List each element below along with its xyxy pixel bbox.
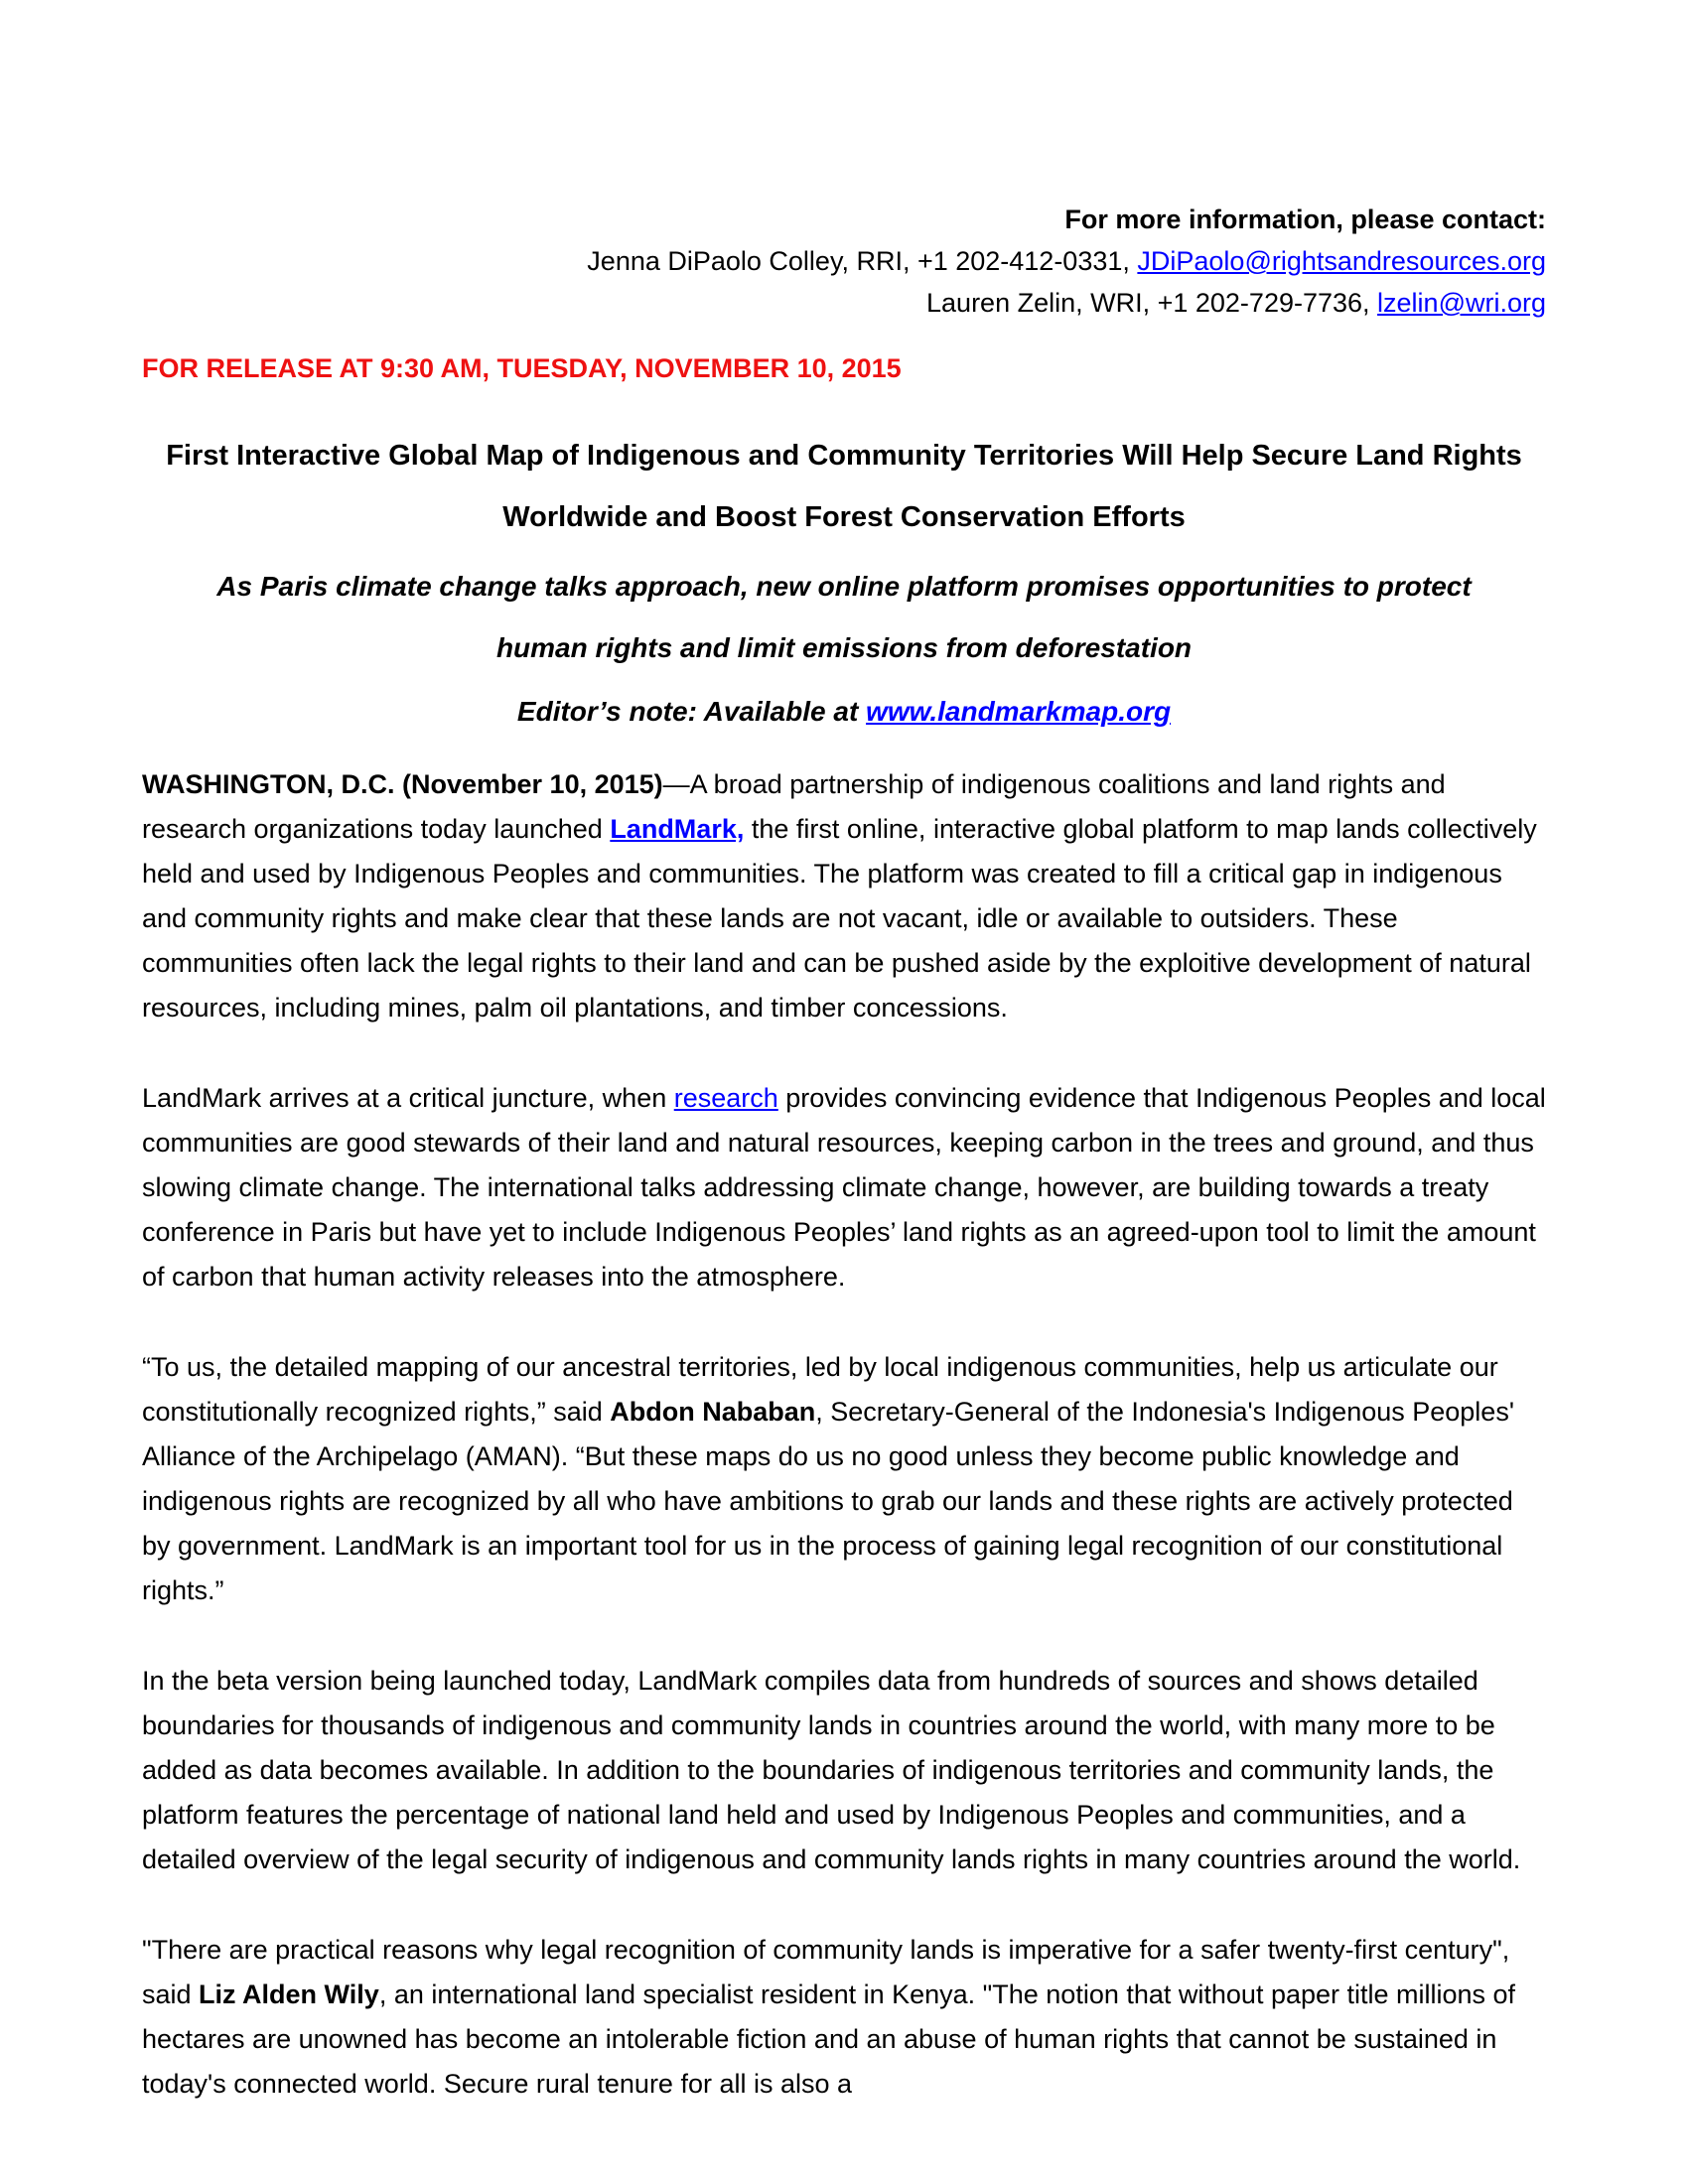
text-segment: LandMark arrives at a critical juncture, when — [142, 1083, 674, 1113]
paragraph-critical-juncture — [142, 1076, 1546, 1299]
text-segment: Abdon Nababan — [610, 1397, 816, 1427]
text-segment: WASHINGTON, D.C. (November 10, 2015) — [142, 769, 663, 799]
text-segment: the first online, interactive global platform to map lands collectively held and used by Indigenous Peoples and communities. The platform was created to fill a critical gap in indigenous and community rights and make clear that these lands are not vacant, idle or available to outsiders. These communities often lack the legal rights to their land and can be pushed aside by the exploitive development of natural resources, including mines, palm oil plantations, and timber concessions. — [142, 814, 1537, 1023]
page-title: First Interactive Global Map of Indigenous and Community Territories Will Help Secure Land Rights Worldwide and Boost Forest Conservation Efforts — [166, 440, 1522, 533]
paragraph-beta-version — [142, 1659, 1546, 1882]
contact-heading: For more information, please contact: — [1064, 205, 1546, 234]
text-segment: Lauren Zelin, WRI, +1 202-729-7736, — [926, 288, 1378, 318]
text-segment: —A broad partnership of indigenous coalitions and land rights and research organizations today launched — [142, 769, 1446, 844]
inline-link[interactable]: LandMark, — [610, 814, 745, 844]
text-segment: , an international land specialist resident in Kenya. "The notion that without paper title millions of hectares are unowned has become an intolerable fiction and an abuse of human rights that cannot be sustained in today's connected world. Secure rural tenure for all is also a — [142, 1979, 1516, 2099]
text-segment: Jenna DiPaolo Colley, RRI, +1 202-412-0331, — [587, 246, 1138, 276]
inline-link[interactable]: research — [673, 1083, 778, 1113]
text-segment: , Secretary-General of the Indonesia's Indigenous Peoples' Alliance of the Archipelago (AMAN). “But these maps do us no good unless they become public knowledge and indigenous rights are recognized by all who have ambitions to grab our lands and these rights are actively protected by government. LandMark is an important tool for us in the process of gaining legal recognition of our constitutional rights.” — [142, 1397, 1514, 1605]
text-segment: “To us, the detailed mapping of our ancestral territories, led by local indigenous communities, help us articulate our constitutionally recognized rights,” said — [142, 1352, 1498, 1427]
editors-note — [142, 691, 1546, 733]
text-segment: "There are practical reasons why legal recognition of community lands is imperative for a safer twenty-first century", said — [142, 1935, 1510, 2009]
release-line: FOR RELEASE AT 9:30 AM, TUESDAY, NOVEMBER 10, 2015 — [142, 353, 902, 383]
text-segment: provides convincing evidence that Indigenous Peoples and local communities are good stewards of their land and natural resources, keeping carbon in the trees and ground, and thus slowing climate change. The international talks addressing climate change, however, are building towards a treaty conference in Paris but have yet to include Indigenous Peoples’ land rights as an agreed-upon tool to limit the amount of carbon that human activity releases into the atmosphere. — [142, 1083, 1546, 1292]
inline-link[interactable]: www.landmarkmap.org — [866, 696, 1172, 727]
inline-link[interactable]: JDiPaolo@rightsandresources.org — [1137, 246, 1546, 276]
subtitle: As Paris climate change talks approach, new online platform promises opportunities to protect human rights and limit emissions from deforestation — [216, 571, 1472, 663]
contact-line-jenna — [142, 240, 1546, 282]
paragraph-dateline — [142, 762, 1546, 1030]
text-segment: Editor’s note: Available at — [516, 696, 867, 727]
contact-line-lauren — [142, 282, 1546, 324]
text-segment: In the beta version being launched today, LandMark compiles data from hundreds of sources and shows detailed boundaries for thousands of indigenous and community lands in countries around the world, with many more to be added as data becomes available. In addition to the boundaries of indigenous territories and community lands, the platform features the percentage of national land held and used by Indigenous Peoples and communities, and a detailed overview of the legal security of indigenous and community lands rights in many countries around the world. — [142, 1666, 1521, 1874]
paragraph-alden-wily-quote — [142, 1928, 1546, 2107]
text-segment: Liz Alden Wily — [199, 1979, 379, 2009]
inline-link[interactable]: lzelin@wri.org — [1377, 288, 1546, 318]
paragraph-nababan-quote — [142, 1345, 1546, 1613]
body-paragraphs — [142, 762, 1546, 2107]
contact-block — [142, 199, 1546, 324]
